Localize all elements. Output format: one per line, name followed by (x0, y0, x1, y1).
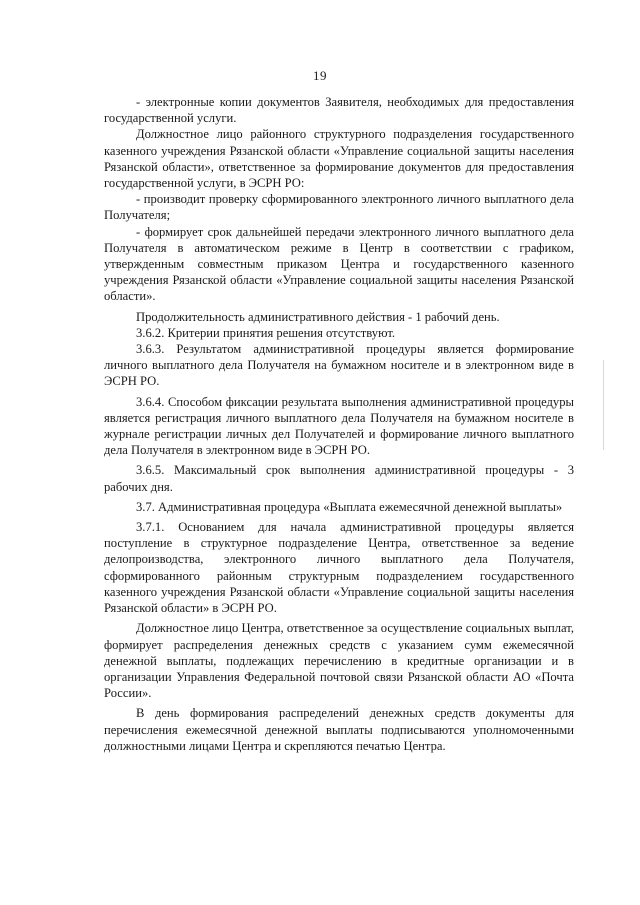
paragraph-3-6-4: 3.6.4. Способом фиксации результата выполнения административной процедуры является регистрация личного выплатного дела Получателя на бумажном носителе в журнале регистрации личных дел Получателей и формирование личного выплатного дела Получателя в электронном виде в ЭСРН РО. (104, 394, 574, 458)
paragraph-3-7-1: 3.7.1. Основанием для начала административной процедуры является поступление в структурное подразделение Центра, ответственное за ведение делопроизводства, электронного личного выплатного дела Получателя, сформированного районным структурным подразделением государственного казенного учреждения Рязанской области «Управление социальной защиты населения Рязанской области» в ЭСРН РО. (104, 520, 574, 616)
paragraph-responsible-official: Должностное лицо районного структурного подразделения государственного казенного учреждения Рязанской области «Управление социальной защиты населения Рязанской области», ответственное за формирование документов для предоставления государственной услуги, в ЭСРН РО: (104, 127, 574, 191)
page-number: 19 (313, 68, 327, 83)
paragraph-checks-file: - производит проверку сформированного электронного личного выплатного дела Получателя; (104, 192, 574, 223)
scan-artifact-line (603, 360, 604, 450)
document-body (104, 94, 574, 756)
paragraph-duration: Продолжительность административного действия - 1 рабочий день. (136, 309, 500, 324)
paragraph-3-7-heading: 3.7. Административная процедура «Выплата ежемесячной денежной выплаты» (136, 499, 563, 514)
paragraph-3-6-2: 3.6.2. Критерии принятия решения отсутствуют. (136, 325, 396, 340)
paragraph-transfer-schedule: - формирует срок дальнейшей передачи электронного личного выплатного дела Получателя в автоматическом режиме в Центр в соответствии с графиком, утвержденным совместным приказом Центра и государственного казенного учреждения Рязанской области «Управление социальной защиты населения Рязанской области». (104, 224, 574, 304)
paragraph-center-official: Должностное лицо Центра, ответственное за осуществление социальных выплат, формирует распределения денежных средств с указанием сумм ежемесячной денежной выплаты, подлежащих перечислению в кредитные организации и в организации Управления Федеральной почтовой связи Рязанской области АО «Почта России». (104, 621, 574, 701)
paragraph-payment-documents: В день формирования распределений денежных средств документы для перечисления ежемесячной денежной выплаты подписываются уполномоченными должностными лицами Центра и скрепляются печатью Центра. (104, 706, 574, 753)
paragraph-3-6-3: 3.6.3. Результатом административной процедуры является формирование личного выплатного дела Получателя на бумажном носителе и в электронном виде в ЭСРН РО. (104, 342, 574, 389)
paragraph-electronic-copies: - электронные копии документов Заявителя, необходимых для предоставления государственной услуги. (104, 95, 574, 126)
paragraph-3-6-5: 3.6.5. Максимальный срок выполнения административной процедуры - 3 рабочих дня. (104, 463, 574, 494)
